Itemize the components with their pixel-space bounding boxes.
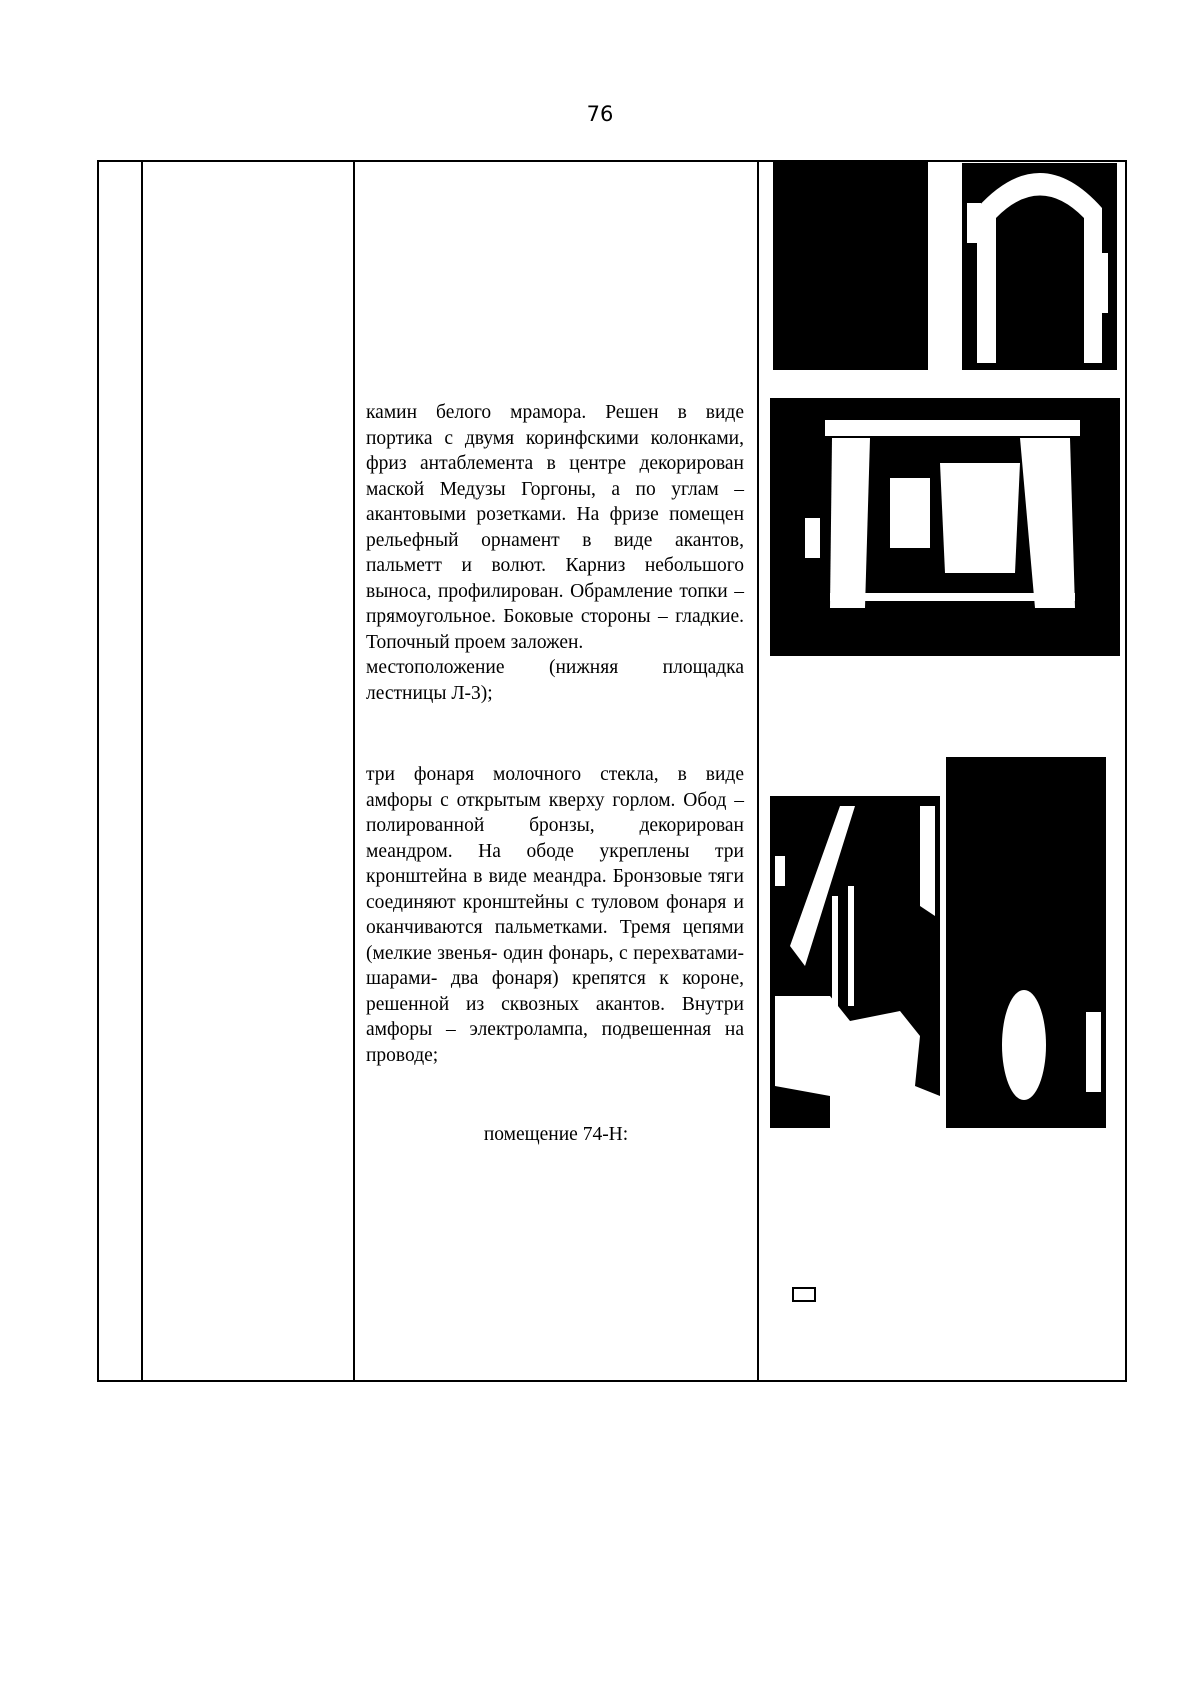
lantern-photo-left — [770, 796, 940, 1128]
column-divider — [141, 160, 143, 1382]
doorway-photo-left — [773, 160, 928, 370]
fireplace-photo — [770, 398, 1120, 656]
lantern-photo-right — [946, 757, 1106, 1128]
column-divider — [757, 160, 759, 1382]
lanterns-text: три фонаря молочного стекла, в виде амфоры с открытым кверху горлом. Обод – полированной бронзы, декорирован меандром. На ободе укреплены три кронштейна в виде меандра. Бронзовые тяги соединяют кронштейны с туловом фонаря и оканчиваются пальметками. Тремя цепями (мелкие звенья- один фонарь, с перехватами-шарами- два фонаря) крепятся к короне, решенной из сквозных акантов. Внутри амфоры – электролампа, подвешенная на проводе; — [366, 764, 744, 1066]
fireplace-text: камин белого мрамора. Решен в виде портика с двумя коринфскими колонками, фриз антаблемента в центре декорирован маской Медузы Горгоны, а по углам – акантовыми розетками. На фризе помещен рельефный орнамент в виде акантов, пальметт и волют. Карниз небольшого выноса, профилирован. Обрамление топки – прямоугольное. Боковые стороны – гладкие. Топочный проем заложен. — [366, 402, 744, 653]
page-number: 76 — [586, 102, 614, 126]
small-marker-box — [792, 1287, 816, 1302]
fireplace-description — [366, 400, 744, 706]
column-divider — [353, 160, 355, 1382]
doorway-photo-right — [962, 163, 1117, 370]
room-heading: помещение 74-Н: — [483, 1124, 629, 1145]
lanterns-description — [366, 762, 744, 1068]
fireplace-location: местоположение (нижняя площадка лестницы Л-3); — [366, 657, 744, 704]
